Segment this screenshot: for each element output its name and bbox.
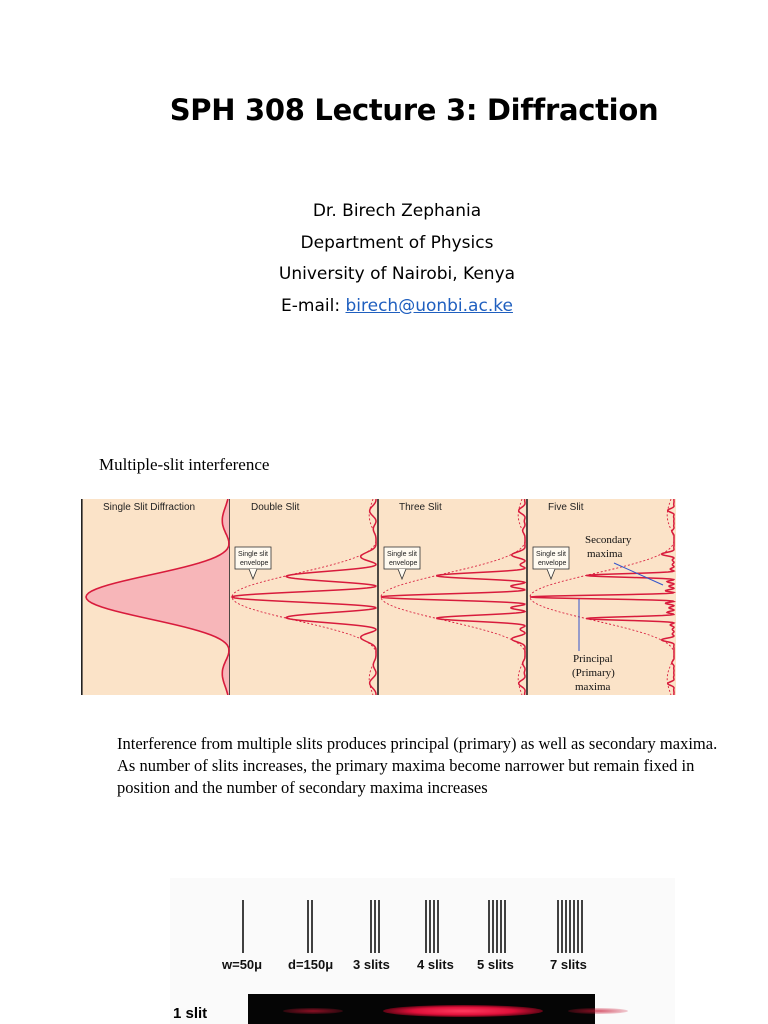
side-fringe (568, 1008, 628, 1014)
envelope-label-line2: envelope (389, 560, 418, 567)
slit-lines (243, 900, 582, 953)
row-label-1-slit: 1 slit (173, 1005, 208, 1022)
central-fringe (383, 1005, 543, 1017)
panel-title-three: Three Slit (399, 502, 442, 513)
author-name: Dr. Birech Zephania (312, 201, 482, 221)
panel-title-five: Five Slit (548, 502, 584, 513)
university: University of Nairobi, Kenya (278, 264, 516, 284)
envelope-label-line1: Single slit (238, 551, 268, 558)
slide-title: SPH 308 Lecture 3: Diffraction (169, 93, 659, 127)
bullet-text: Interference from multiple slits produces principal (primary) as well as secondary maxima. (117, 734, 718, 753)
slit-photo (170, 878, 675, 1024)
envelope-label-line1: Single slit (387, 551, 417, 558)
panel-title-single: Single Slit Diffraction (103, 502, 196, 513)
slit-label-3: 3 slits (353, 957, 390, 972)
principal-label-line1: Principal (573, 653, 613, 665)
department: Department of Physics (300, 232, 494, 253)
slit-diagrams (170, 878, 675, 958)
secondary-label-line1: Secondary (585, 534, 632, 546)
slit-label-spacing: d=150μ (288, 957, 334, 972)
diffraction-band (248, 994, 595, 1024)
section-heading: Multiple-slit interference (99, 455, 270, 474)
slit-label-7: 7 slits (550, 957, 587, 972)
principal-label-line3: maxima (575, 681, 611, 693)
slit-label-width: w=50μ (222, 957, 263, 972)
bullet-text: As number of slits increases, the primary maxima become narrower but remain fixed in position and the number of secondary maxima increases (117, 756, 695, 797)
envelope-label-line1: Single slit (536, 551, 566, 558)
envelope-label-line2: envelope (538, 560, 567, 567)
envelope-label-line2: envelope (240, 560, 269, 567)
bullet-item (99, 755, 739, 799)
side-fringe (283, 1008, 343, 1014)
email-label: E-mail: (281, 295, 346, 316)
slit-label-4: 4 slits (417, 957, 454, 972)
email-line (26, 291, 768, 323)
bullet-list (99, 733, 739, 799)
slit-label-5: 5 slits (477, 957, 514, 972)
email-link[interactable]: birech@uonbi.ac.ke (345, 295, 513, 316)
principal-label-line2: (Primary) (572, 667, 615, 679)
panel-title-double: Double Slit (251, 502, 300, 513)
author-block (0, 196, 768, 322)
bullet-item (99, 733, 739, 755)
secondary-label-line2: maxima (587, 548, 623, 560)
multiple-slit-figure (81, 499, 676, 695)
